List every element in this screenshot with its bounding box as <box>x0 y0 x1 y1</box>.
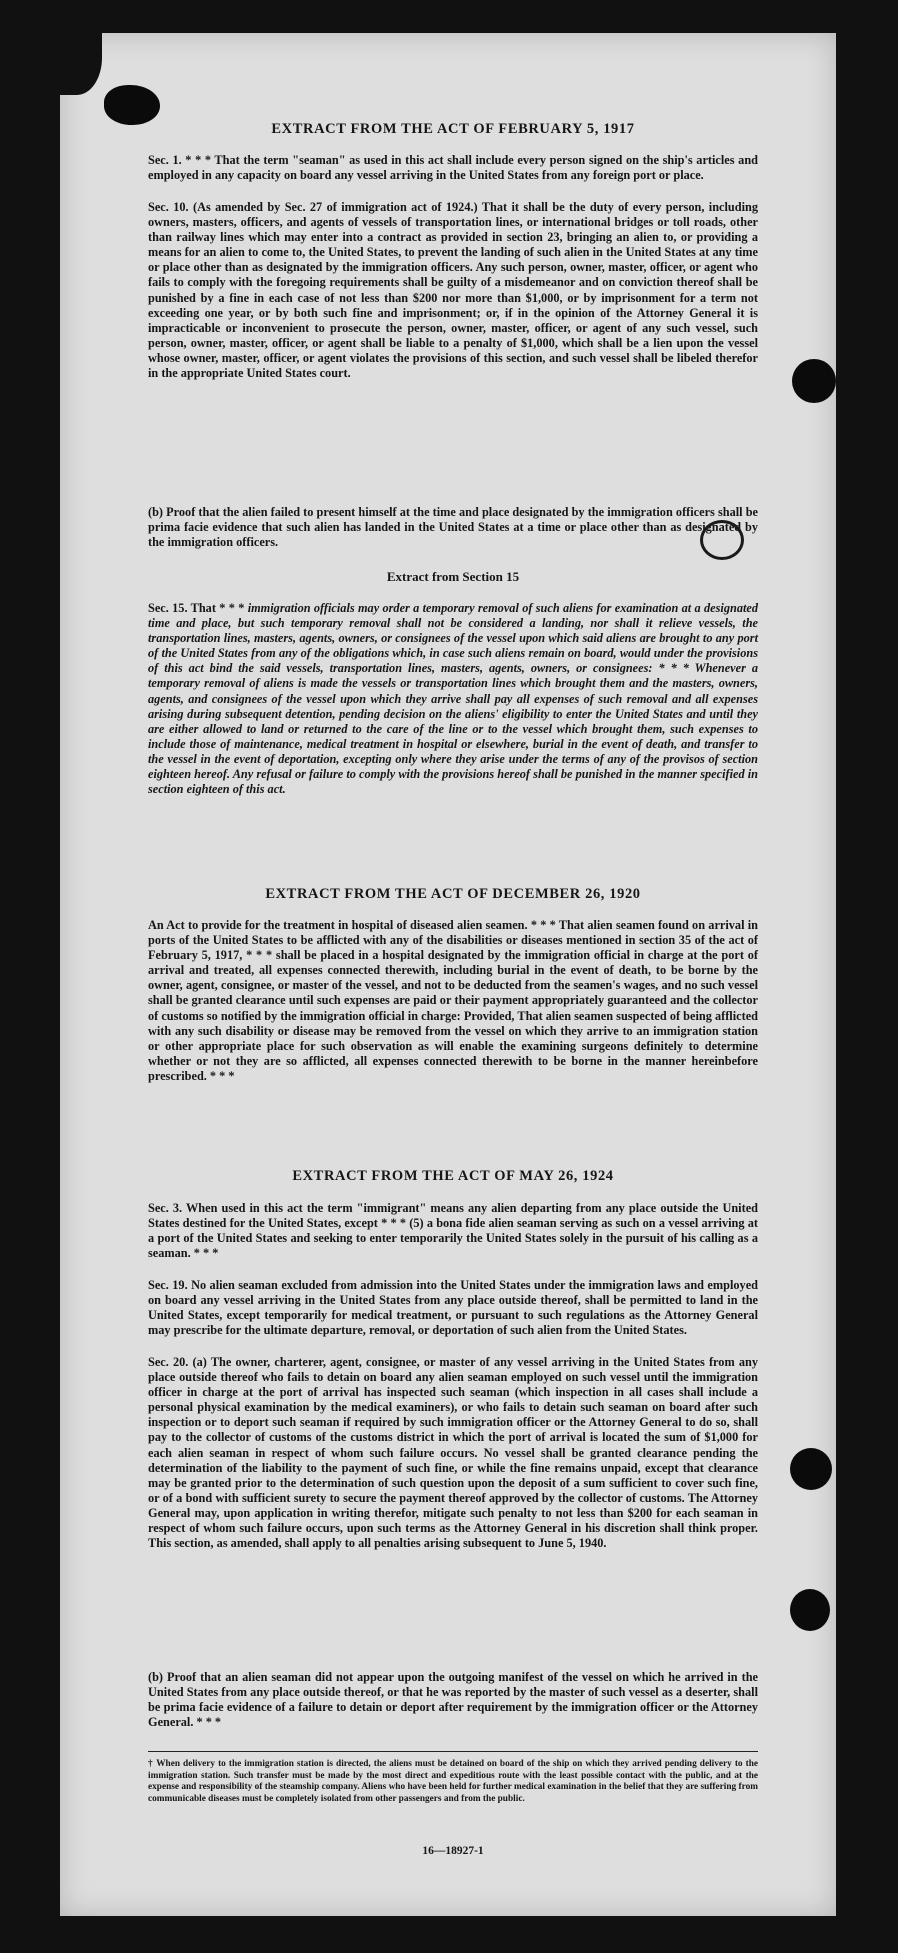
paragraph-1924-sec3: Sec. 3. When used in this act the term "immigrant" means any alien departing from any place outside the United States destined for the United States, except * * * (5) a bona fide alien seaman serving as such on a vessel arriving at a port of the United States and seeking to enter temporarily the United States solely in the pursuit of his calling as a seaman. * * * <box>148 1201 758 1261</box>
paragraph-1924-sec19: Sec. 19. No alien seaman excluded from admission into the United States under the immigration laws and employed on board any vessel arriving in the United States from any place outside thereof, shall be permitted to land in the United States, except temporarily for medical treatment, or pursuant to such regulations as the Attorney General may prescribe for the ultimate departure, removal, or deportation of such alien from the United States. <box>148 1278 758 1338</box>
heading-act-1917: EXTRACT FROM THE ACT OF FEBRUARY 5, 1917 <box>271 121 635 137</box>
form-number: 16—18927-1 <box>422 1845 484 1857</box>
paragraph-1920: An Act to provide for the treatment in hospital of diseased alien seamen. * * * That alien seamen found on arrival in ports of the United States to be afflicted with any of the disabilities or diseases mentioned in section 35 of the act of February 5, 1917, * * * shall be placed in a hospital designated by the immigration official in charge at the port of arrival and treated, all expenses connected therewith, including burial in the event of death, to be borne by the owner, agent, consignee, or master of the vessel, and not to be deducted from the seamen's wages, and no such vessel shall be granted clearance until such expenses are paid or their payment appropriately guaranteed and the collector of customs so notified by the immigration official in charge: Provided, That alien seamen suspected of being afflicted with any such disability or disease may be removed from the vessel on which they arrive to an immigration station or other appropriate place for such observation as will enable the examining surgeons definitely to determine whether or not they are so afflicted, all expenses connected therewith to be borne in the manner hereinbefore prescribed. * * * <box>148 918 758 1083</box>
sec15-lead: Sec. 15. That * * * <box>148 601 248 615</box>
paragraph-1917-sec10b: (b) Proof that the alien failed to present himself at the time and place designated by the immigration officers shall be prima facie evidence that such alien has landed in the United States at a time or place other than as designated by the immigration officers. <box>148 505 758 550</box>
heading-act-1920: EXTRACT FROM THE ACT OF DECEMBER 26, 1920 <box>265 886 641 902</box>
torn-corner <box>60 33 102 95</box>
document-page <box>60 33 836 1916</box>
punch-ring-mid <box>700 520 744 560</box>
heading-section-15: Extract from Section 15 <box>386 569 520 584</box>
punch-hole-upper <box>792 359 836 403</box>
paragraph-1924-sec20: Sec. 20. (a) The owner, charterer, agent, consignee, or master of any vessel arriving in the United States from any place outside thereof who fails to detain on board any alien seaman employed on such vessel until the immigration officer in charge at the port of arrival has inspected such seaman (which inspection in all cases shall include a personal physical examination by the medical examiners), or who fails to detain such seaman on board after such inspection or to deport such seaman if required by such immigration officer or the Attorney General to do so, shall pay to the collector of customs of the customs district in which the port of arrival is located the sum of $1,000 for each alien seaman in respect of whom such failure occurs. No vessel shall be granted clearance pending the determination of the liability to the payment of such fine, or while the fine remains unpaid, except that clearance may be granted prior to the determination of such question upon the deposit of a sum sufficient to cover such fine, or of a bond with sufficient surety to secure the payment thereof approved by the collector of customs. The Attorney General may, upon application in writing therefor, mitigate such penalty to not less than $200 for each seaman in respect of whom such failure occurs, upon such terms as the Attorney General in his discretion shall think proper. This section, as amended, shall apply to all penalties arising subsequent to June 5, 1940. <box>148 1355 758 1551</box>
paragraph-1924-sec20b: (b) Proof that an alien seaman did not appear upon the outgoing manifest of the vessel on which he arrived in the United States from any place outside thereof, or that he was reported by the master of such vessel as a deserter, shall be prima facie evidence of a failure to detain or deport after requirement by the immigration officer or the Attorney General. * * * <box>148 1670 758 1730</box>
sec15-body: immigration officials may order a temporary removal of such aliens for examination at a designated time and place, but such temporary removal shall not be considered a landing, nor shall it relieve vessels, the transportation lines, masters, agents, owners, or consignees of the vessel upon which said aliens are brought to any port of the United States from any of the obligations which, in case such aliens remain on board, would under the provisions of this act bind the said vessels, transportation lines, masters, agents, owners, or consignees: * * * Whenever a temporary removal of aliens is made the vessels or transportation lines which brought them and the masters, owners, agents, and consignees of the vessel upon which they arrive shall pay all expenses of such removal and all expenses arising during subsequent detention, pending decision on the aliens' eligibility to enter the United States and until they are either allowed to land or returned to the care of the line or to the vessel which brought them, such expenses to include those of maintenance, medical treatment in hospital or elsewhere, burial in the event of death, and transfer to the vessel in the event of deportation, excepting only where they arise under the terms of any of the provisos of section eighteen hereof. Any refusal or failure to comply with the provisions hereof shall be punished in the manner specified in section eighteen of this act. <box>148 601 758 797</box>
heading-act-1924: EXTRACT FROM THE ACT OF MAY 26, 1924 <box>292 1168 614 1184</box>
paragraph-sec15 <box>148 601 758 797</box>
punch-hole-lower-2 <box>790 1589 830 1631</box>
punch-hole-top <box>104 85 160 125</box>
paragraph-1917-sec10: Sec. 10. (As amended by Sec. 27 of immigration act of 1924.) That it shall be the duty of every person, including owners, masters, officers, and agents of vessels of transportation lines, or international bridges or toll roads, other than railway lines which may enter into a contract as provided in section 23, bringing an alien to, or providing a means for an alien to come to, the United States, to prevent the landing of such alien in the United States at any time or place other than as designated by the immigration officers. Any such person, owner, master, officer, or agent who fails to comply with the foregoing requirements shall be guilty of a misdemeanor and on conviction thereof shall be punished by a fine in each case of not less than $200 nor more than $1,000, or by imprisonment for a term not exceeding one year, or by both such fine and imprisonment; or, if in the opinion of the Attorney General it is impracticable or inconvenient to prosecute the person, owner, master, officer, or agent of any such vessel, such person, owner, master, officer, or agent shall be liable to a penalty of $1,000, which shall be a lien upon the vessel whose owner, master, officer, or agent violates the provisions of this section, and such vessel shall be libeled therefor in the appropriate United States court. <box>148 200 758 381</box>
punch-hole-lower-1 <box>790 1448 832 1490</box>
paragraph-1917-sec1: Sec. 1. * * * That the term "seaman" as used in this act shall include every person signed on the ship's articles and employed in any capacity on board any vessel arriving in the United States from any foreign port or place. <box>148 153 758 183</box>
footnote-rule <box>148 1751 758 1752</box>
footnote: † When delivery to the immigration station is directed, the aliens must be detained on board of the ship on which they arrived pending delivery to the immigration station. Such transfer must be made by the most direct and expeditious route with the least possible contact with the public, and at the expense and responsibility of the steamship company. Aliens who have been held for further medical examination in the belief that they are suffering from communicable diseases must be completely isolated from other passengers and from the public. <box>148 1759 758 1804</box>
